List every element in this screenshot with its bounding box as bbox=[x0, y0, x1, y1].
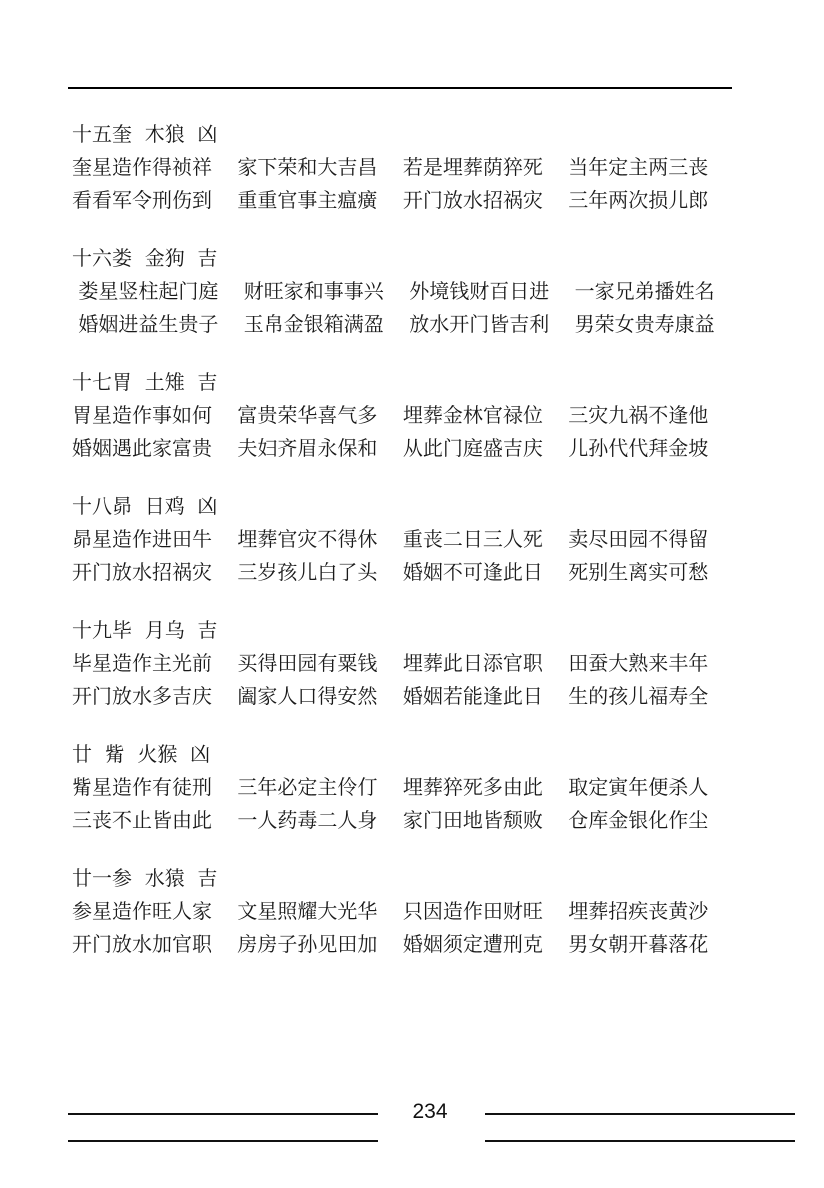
verse-line: 胃星造作事如何 富贵荣华喜气多 埋葬金林官禄位 三灾九祸不逢他 bbox=[72, 403, 709, 427]
verse-line: 开门放水加官职 房房子孙见田加 婚姻须定遭刑克 男女朝开暮落花 bbox=[72, 932, 709, 956]
footer-rule-right-bottom bbox=[485, 1140, 795, 1142]
page-number: 234 bbox=[412, 1100, 448, 1123]
verse-line: 婚姻遇此家富贵 夫妇齐眉永保和 从此门庭盛吉庆 儿孙代代拜金坡 bbox=[72, 436, 709, 460]
verse-section bbox=[72, 614, 732, 713]
verse-line: 毕星造作主光前 买得田园有粟钱 埋葬此日添官职 田蚕大熟来丰年 bbox=[72, 651, 709, 675]
section-heading: 十五奎 木狼 凶 bbox=[72, 122, 218, 146]
verse-line: 昴星造作进田牛 埋葬官灾不得休 重丧二日三人死 卖尽田园不得留 bbox=[72, 527, 709, 551]
section-heading: 十八昴 日鸡 凶 bbox=[72, 494, 218, 518]
verse-line: 三丧不止皆由此 一人药毒二人身 家门田地皆颓败 仓库金银化作尘 bbox=[72, 808, 709, 832]
verse-section bbox=[72, 118, 732, 217]
footer-rule-left-top bbox=[68, 1113, 378, 1115]
section-heading: 十六娄 金狗 吉 bbox=[72, 246, 218, 270]
verse-section bbox=[72, 490, 732, 589]
verse-section bbox=[72, 738, 732, 837]
verse-section bbox=[72, 366, 732, 465]
verse-line: 看看军令刑伤到 重重官事主瘟癀 开门放水招祸灾 三年两次损儿郎 bbox=[72, 188, 709, 212]
verse-line: 婚姻进益生贵子 玉帛金银箱满盈 放水开门皆吉利 男荣女贵寿康益 bbox=[72, 312, 715, 336]
verse-line: 奎星造作得祯祥 家下荣和大吉昌 若是埋葬荫猝死 当年定主两三丧 bbox=[72, 155, 709, 179]
footer-rule-right-top bbox=[485, 1113, 795, 1115]
section-heading: 廿一参 水猿 吉 bbox=[72, 866, 218, 890]
verse-section bbox=[72, 862, 732, 961]
verse-line: 开门放水多吉庆 阖家人口得安然 婚姻若能逢此日 生的孩儿福寿全 bbox=[72, 684, 709, 708]
header-rule bbox=[68, 87, 732, 89]
verse-line: 参星造作旺人家 文星照耀大光华 只因造作田财旺 埋葬招疾丧黄沙 bbox=[72, 899, 709, 923]
section-heading: 十七胃 土雉 吉 bbox=[72, 370, 218, 394]
section-heading: 廿 觜 火猴 凶 bbox=[72, 742, 211, 766]
verse-list bbox=[72, 118, 732, 986]
verse-line: 觜星造作有徒刑 三年必定主伶仃 埋葬猝死多由此 取定寅年便杀人 bbox=[72, 775, 709, 799]
verse-section bbox=[72, 242, 732, 341]
section-heading: 十九毕 月乌 吉 bbox=[72, 618, 218, 642]
verse-line: 开门放水招祸灾 三岁孩儿白了头 婚姻不可逢此日 死别生离实可愁 bbox=[72, 560, 709, 584]
footer-rule-left-bottom bbox=[68, 1140, 378, 1142]
verse-line: 娄星竖柱起门庭 财旺家和事事兴 外境钱财百日进 一家兄弟播姓名 bbox=[72, 279, 715, 303]
